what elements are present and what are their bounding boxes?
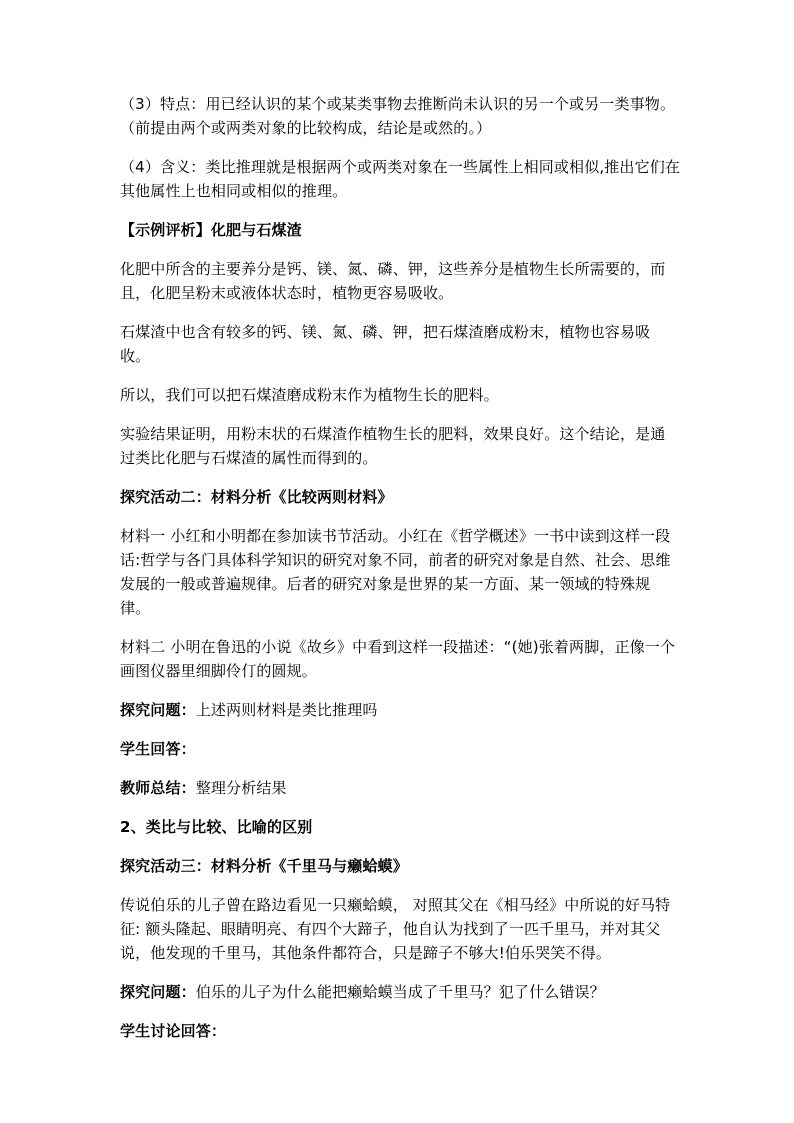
activity-three-heading: 探究活动三：材料分析《千里马与癞蛤蟆》 (120, 857, 408, 875)
feature-paragraph: （3）特点：用已经认识的某个或某类事物去推断尚未认识的另一个或另一类事物。（前提由两个或两类对象的比较构成，结论是或然的。） (120, 95, 676, 137)
experiment-paragraph: 实验结果证明，用粉末状的石煤渣作植物生长的肥料，效果良好。这个结论，是通过类比化肥与石煤渣的属性而得到的。 (120, 425, 666, 467)
material-one-paragraph: 材料一 小红和小明都在参加读书节活动。小红在《哲学概述》一书中读到这样一段话:哲学与各门具体科学知识的研究对象不同，前者的研究对象是自然、社会、思维发展的一般或普遍规律。后者的研究对象是世界的某一方面、某一领域的特殊规律。 (120, 527, 671, 617)
question-label: 探究问题： (120, 983, 196, 1001)
material-two-paragraph: 材料二 小明在鲁迅的小说《故乡》中看到这样一段描述：“(她)张着两脚，正像一个画图仪器里细脚伶仃的圆规。 (120, 638, 676, 680)
question-text: 上述两则材料是类比推理吗 (195, 701, 378, 719)
conclusion-paragraph: 所以，我们可以把石煤渣磨成粉末作为植物生长的肥料。 (120, 386, 499, 404)
document-page (120, 92, 680, 1058)
student-answer-label: 学生回答： (120, 740, 196, 758)
student-discussion-label: 学生讨论回答： (120, 1022, 227, 1040)
fertilizer-paragraph: 化肥中所含的主要养分是钙、镁、氮、磷、钾，这些养分是植物生长所需要的，而且，化肥呈粉末或液体状态时，植物更容易吸收。 (120, 260, 666, 302)
activity-two-heading: 探究活动二：材料分析《比较两则材料》 (120, 488, 393, 506)
question-text: 伯乐的儿子为什么能把癞蛤蟆当成了千里马？犯了什么错误？ (195, 983, 605, 1001)
question-one-paragraph (120, 698, 680, 722)
bole-story-paragraph: 传说伯乐的儿子曾在路边看见一只癞蛤蟆， 对照其父在《相马经》中所说的好马特征: 额头隆起、眼睛明亮、有四个大蹄子，他自认为找到了一匹千里马，并对其父说，他发现的千里马，其他条件都符合，只是蹄子不够大!伯乐哭笑不得。 (120, 896, 671, 962)
teacher-summary-text: 整理分析结果 (195, 779, 287, 797)
question-two-paragraph (120, 980, 680, 1004)
teacher-summary-label: 教师总结： (120, 779, 196, 797)
definition-paragraph: （4）含义：类比推理就是根据两个或两类对象在一些属性上相同或相似,推出它们在其他属性上也相同或相似的推理。 (120, 158, 681, 200)
question-label: 探究问题： (120, 701, 196, 719)
teacher-summary-paragraph (120, 776, 680, 800)
coal-slag-paragraph: 石煤渣中也含有较多的钙、镁、氮、磷、钾，把石煤渣磨成粉末，植物也容易吸收。 (120, 323, 651, 365)
example-heading: 【示例评析】化肥与石煤渣 (120, 221, 302, 239)
section-two-heading: 2、类比与比较、比喻的区别 (120, 818, 313, 836)
